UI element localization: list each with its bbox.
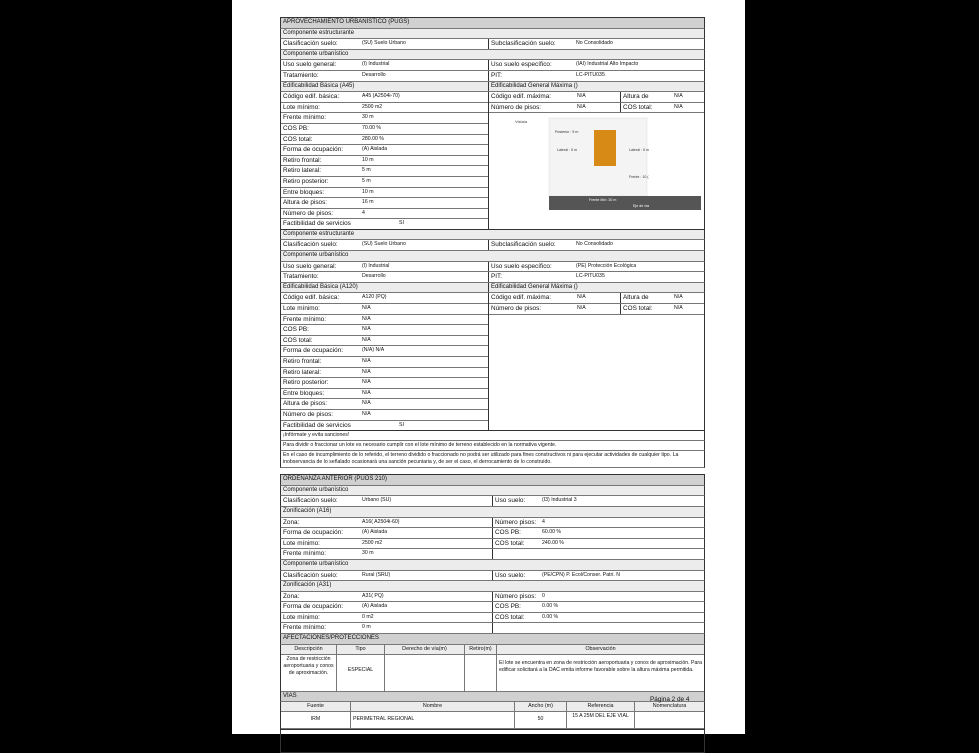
nomenclatura-cell [635,712,704,728]
building-footprint [594,130,616,166]
edif-general-panel [489,92,704,229]
edif-value: N/A [362,326,371,333]
uso-general-label: Uso suelo general: [283,61,337,69]
col-descripcion: Descripción [281,645,337,654]
edif-value: N/A [362,389,371,396]
eje-via-label: Eje de vía [633,204,649,209]
col-observacion: Observación [585,645,616,652]
edif-label: Factibilidad de servicios [283,220,351,228]
zon-value: 2500 m2 [362,539,383,546]
zon-label-2: COS PB: [492,528,540,538]
altura-label: Altura de [620,293,672,303]
edif-label: Retiro lateral: [283,167,322,175]
zon-value: (A) Aislada [362,529,388,536]
descripcion-cell: Zona de restricción aeroportuaria y conos de aproximación. [281,655,337,691]
zonificacion-row [280,592,705,603]
clasificacion-row-1 [280,39,705,50]
zonificacion-label: Zonificación (A16) [283,507,332,514]
vias-title-text: VÍAS [283,692,297,699]
zon-value-2: 4 [542,518,545,525]
edif-value: SI [399,220,404,227]
edif-row [281,368,488,379]
componente-label: Componente urbanístico [283,560,349,567]
codigo-max-value: N/A [577,93,586,100]
clasificacion-value: (SU) Suelo Urbano [362,241,406,248]
posterior-label: Posterior : 5 m [555,130,579,135]
edif-basica-label: Edificabilidad Básica (A120) [283,283,358,290]
edif-basica-list [281,92,489,229]
ordenanza-clas-row-2 [280,571,705,582]
derecho-cell [385,655,465,691]
zon-value-2: 0 [542,592,545,599]
uso-especifico-label: Uso suelo específico: [488,262,574,272]
zon-label: Zona: [283,592,300,600]
componente-estructurante-1 [280,29,705,40]
zon-label: Lote mínimo: [283,539,320,547]
col-referencia: Referencia [567,702,635,711]
edif-basica-list [281,293,489,430]
edificabilidad-header-2 [280,283,705,294]
subclasificacion-value: No Consolidado [576,241,613,248]
edif-row [281,325,488,336]
edif-value: 2500 m2 [362,103,383,110]
zon-label-2: Número pisos: [492,518,540,528]
zonificacion-row [280,602,705,613]
cos-total-label: COS total: [620,304,672,314]
edif-row [281,135,488,146]
zon-label-2 [492,623,540,633]
lateral-right-label: Lateral : 5 m [629,148,649,153]
edif-label: Lote mínimo: [283,103,320,111]
tratamiento-label: Tratamiento: [283,273,319,281]
zon-label-2 [492,549,540,559]
zon-label-2: COS PB: [492,602,540,612]
edif-value: N/A [362,305,371,312]
zon-label: Lote mínimo: [283,613,320,621]
edif-row [281,113,488,124]
lateral-left-label: Lateral : 5 m [557,148,577,153]
road [549,196,701,210]
tratamiento-row-2 [280,272,705,283]
col-tipo: Tipo [337,645,385,654]
document-page [232,0,745,734]
edif-label: Forma de ocupación: [283,347,344,355]
ancho-cell: 50 [515,712,567,728]
zonificacion-rows-2 [280,592,705,634]
num-pisos-row [489,304,704,315]
frente-label: Frente : 10 ( [629,175,649,180]
altura-value: N/A [674,294,683,301]
zonificacion-row [280,613,705,624]
subclasificacion-value: No Consolidado [576,40,613,47]
edif-label: Frente mínimo: [283,315,326,323]
edif-row [281,188,488,199]
zonificacion-row [280,539,705,550]
componente-urbanistico-2 [280,251,705,262]
altura-value: N/A [674,93,683,100]
edif-row [281,219,488,229]
clasificacion-label: Clasificación suelo: [283,241,338,249]
tratamiento-label: Tratamiento: [283,71,319,79]
edif-row [281,124,488,135]
uso-value: (I3) Industrial 3 [542,497,577,504]
cos-total-value: N/A [674,103,683,110]
frente-min-label: Frente Mín: 30 m [589,198,617,203]
zonificacion-row [280,623,705,634]
uso-value: (PE/CPN) P. Ecol/Conser. Patri. N [542,571,621,578]
edif-row [281,336,488,347]
codigo-max-row [489,92,704,103]
zon-value: 0 m [362,624,371,631]
zon-value: 0 m2 [362,613,374,620]
vias-title [280,692,705,703]
edif-label: Frente mínimo: [283,114,326,122]
vias-header-row [281,702,704,712]
num-pisos-value: N/A [577,305,586,312]
clasificacion-label: Clasificación suelo: [283,571,338,579]
edif-value: 4 [362,209,365,216]
edif-value: N/A [362,410,371,417]
edificabilidad-block-2 [280,293,705,430]
uso-general-value: (I) Industrial [362,61,390,68]
afectaciones-table [280,645,705,692]
zon-value-2 [540,623,542,633]
edif-row [281,315,488,326]
observacion-cell: El lote se encuentra en zona de restricción aeroportuaria y conos de aproximación. Para edificar solicitará a la DAC emita informe favorable sobre la altura máxima permitida. [499,659,703,673]
componente-urbanistico-label: Componente urbanístico [283,252,349,259]
lot-diagram [493,114,701,218]
edif-value: 16 m [362,199,374,206]
componente-urbanistico-1 [280,50,705,61]
edif-row [281,389,488,400]
subclasificacion-label: Subclasificación suelo: [488,39,574,49]
componente-estructurante-label: Componente estructurante [283,230,355,237]
zon-label-2: Número pisos: [492,592,540,602]
col-derecho: Derecho de vía(m) [385,645,465,654]
edif-label: Altura de pisos: [283,199,328,207]
edif-label: Retiro frontal: [283,358,322,365]
zon-value: A16( A2504i-60) [362,518,400,525]
edif-row [281,410,488,421]
edif-row [281,421,488,431]
edif-label: COS total: [283,135,313,143]
componente-label: Componente urbanístico [283,486,349,493]
edif-label: Entre bloques: [283,188,325,196]
edif-label: Número de pisos: [283,410,334,418]
edif-row [281,177,488,188]
pit-label: PIT: [488,272,574,282]
edif-value: (A) Aislada [362,146,388,153]
ordenanza-clas-row-1 [280,496,705,507]
edif-value: 5 m [362,167,371,174]
edif-value: N/A [362,379,371,386]
num-pisos-value: N/A [577,103,586,110]
pit-value: LC-PITU035 [576,273,605,280]
edif-label: Altura de pisos: [283,400,328,408]
codigo-max-value: N/A [577,294,586,301]
edif-row [281,357,488,368]
col-fuente: Fuente [281,702,351,711]
clasificacion-value: Urbano (SU) [362,497,392,504]
edif-value: 70.00 % [362,124,382,131]
zonificacion-header-1 [280,507,705,518]
edif-value: 5 m [362,177,371,184]
zonificacion-header-2 [280,581,705,592]
edif-value: N/A [362,400,371,407]
uso-label: Uso suelo: [492,496,540,506]
zon-value-2 [540,549,542,559]
edif-value: A120 (PQ) [362,294,387,301]
edif-row [281,145,488,156]
edif-value: N/A [362,315,371,322]
nombre-cell: PERIMETRAL REGIONAL [351,712,515,728]
cos-total-value: N/A [674,305,683,312]
col-nomenclatura: Nomenclatura [652,703,687,710]
zon-label: Forma de ocupación: [283,529,344,537]
edif-label: Retiro posterior: [283,379,329,387]
ordenanza-componente-2 [280,560,705,571]
edif-row [281,198,488,209]
zon-label: Forma de ocupación: [283,603,344,611]
edif-label: Entre bloques: [283,389,325,397]
note-line-1: Para dividir o fraccionar un lote es necesario cumplir con el lote mínimo de terreno establecido en la normativa vigente. [280,441,705,451]
edif-general-panel [489,293,704,430]
edif-row [281,293,488,304]
num-pisos-label: Número de pisos: [491,103,542,111]
componente-estructurante-2 [280,229,705,241]
cos-total-label: COS total: [620,103,672,113]
num-pisos-row [489,103,704,114]
edif-label: Retiro frontal: [283,156,322,164]
edif-label: Retiro lateral: [283,368,322,376]
col-retiro: Retiro(m) [465,645,497,654]
ordenanza-title-text: ORDENANZA ANTERIOR (PUOS 210) [283,476,388,483]
componente-estructurante-label: Componente estructurante [283,29,355,36]
edif-value: SI [399,421,404,428]
retiro-cell [465,655,497,691]
page-number: Página 2 de 4 [650,696,690,703]
edif-row [281,399,488,410]
edif-row [281,92,488,103]
edif-label: Factibilidad de servicios [283,421,351,429]
note-line-2: En el caso de incumplimiento de lo referido, el terreno dividido o fraccionado no podrá ser utilizado para fines constructivos ni para ejecutar actividades de cualquier tipo. La inobservancia de lo señalado ocasionará una sanción pecuniaria y, de ser el caso, el derrocamiento de lo construido. [280,451,705,468]
uso-general-value: (I) Industrial [362,262,390,269]
zon-value-2: 0.00 % [542,603,559,610]
codigo-max-label: Código edif. máxima: [491,294,552,302]
clasificacion-label: Clasificación suelo: [283,40,338,48]
edif-label: COS total: [283,336,313,344]
ordenanza-componente-1 [280,486,705,497]
uso-general-label: Uso suelo general: [283,262,337,270]
zonificacion-row [280,518,705,529]
zon-value: A31( PQ) [362,592,384,599]
zon-value: (A) Aislada [362,603,388,610]
tratamiento-row-1 [280,71,705,82]
section-title [280,17,705,29]
edif-row [281,378,488,389]
edif-label: Número de pisos: [283,209,334,217]
edif-row [281,346,488,357]
num-pisos-label: Número de pisos: [491,305,542,313]
zon-label-2: COS total: [492,613,540,623]
edif-row [281,304,488,315]
edif-row [281,103,488,114]
afectaciones-header-row [281,645,704,655]
edif-label: Código edif. básica: [283,294,340,302]
uso-row-2 [280,262,705,273]
edif-label: Lote mínimo: [283,305,320,313]
edif-value: A45 (A2504i-70) [362,93,400,100]
uso-especifico-value: (IAI) Industrial Alto Impacto [576,61,639,68]
edif-value: 280.00 % [362,135,384,142]
edif-value: N/A [362,336,371,343]
uso-especifico-label: Uso suelo específico: [488,60,574,70]
afectaciones-title [280,634,705,645]
zon-label: Frente mínimo: [283,550,326,558]
edif-label: COS PB: [283,124,309,132]
edif-row [281,156,488,167]
pit-value: LC-PITU035 [576,71,605,78]
afectaciones-title-text: AFECTACIONES/PROTECCIONES [283,635,379,642]
zon-label: Frente mínimo: [283,624,326,632]
codigo-max-row [489,293,704,304]
zon-label-2: COS total: [492,539,540,549]
edif-row [281,209,488,220]
vista-label: Vista/a [515,119,528,125]
pit-label: PIT: [488,71,574,81]
col-ancho: Ancho (m) [515,702,567,711]
zonificacion-label: Zonificación (A31) [283,582,332,589]
edif-value: 10 m [362,156,374,163]
codigo-max-label: Código edif. máxima: [491,93,552,101]
zonificacion-rows-1 [280,518,705,560]
tratamiento-value: Desarrollo [362,273,386,280]
clasificacion-row-2 [280,240,705,251]
edif-label: Retiro posterior: [283,177,329,185]
edificabilidad-block-1 [280,92,705,229]
edificabilidad-header-1 [280,82,705,93]
col-nombre: Nombre [351,702,515,711]
edif-label: COS PB: [283,326,309,334]
edif-row [281,166,488,177]
edif-value: N/A [362,358,371,364]
ordenanza-title [280,474,705,486]
edif-general-label: Edificabilidad General Máxima () [488,82,578,92]
uso-especifico-value: (PE) Protección Ecológica [576,262,637,269]
edif-value: 10 m [362,188,374,195]
warning-note: ¡Infórmate y evita sanciones! [280,430,705,441]
subclasificacion-label: Subclasificación suelo: [488,240,574,250]
zon-value-2: 0.00 % [542,613,559,620]
clasificacion-value: Rural (SRU) [362,571,391,578]
zonificacion-row [280,549,705,560]
edif-label: Forma de ocupación: [283,146,344,154]
edif-value: (N/A) N/A [362,347,385,354]
title: APROVECHAMIENTO URBANÍSTICO (PUGS) [283,19,410,25]
edif-label: Código edif. básica: [283,93,340,101]
altura-label: Altura de [620,92,672,102]
table-row [281,712,704,729]
zon-value-2: 60.00 % [542,529,562,536]
document-body [280,17,705,753]
tratamiento-value: Desarrollo [362,71,386,78]
zon-label: Zona: [283,518,300,526]
clasificacion-value: (SU) Suelo Urbano [362,40,406,47]
edif-value: 30 m [362,114,374,121]
table-row [281,655,704,692]
uso-label: Uso suelo: [492,571,540,581]
componente-urbanistico-label: Componente urbanístico [283,50,349,57]
fuente-cell: IRM [281,712,351,728]
uso-row-1 [280,60,705,71]
referencia-cell: 15 A 25M DEL EJE VIAL [567,712,635,728]
vias-table [280,702,705,730]
edif-general-label: Edificabilidad General Máxima () [488,283,578,293]
zon-value-2: 240.00 % [542,539,564,546]
edif-basica-label: Edificabilidad Básica (A45) [283,82,355,89]
edif-value: N/A [362,368,371,375]
tipo-cell: ESPECIAL [337,655,385,691]
zon-value: 30 m [362,550,374,557]
clasificacion-label: Clasificación suelo: [283,497,338,505]
zonificacion-row [280,528,705,539]
